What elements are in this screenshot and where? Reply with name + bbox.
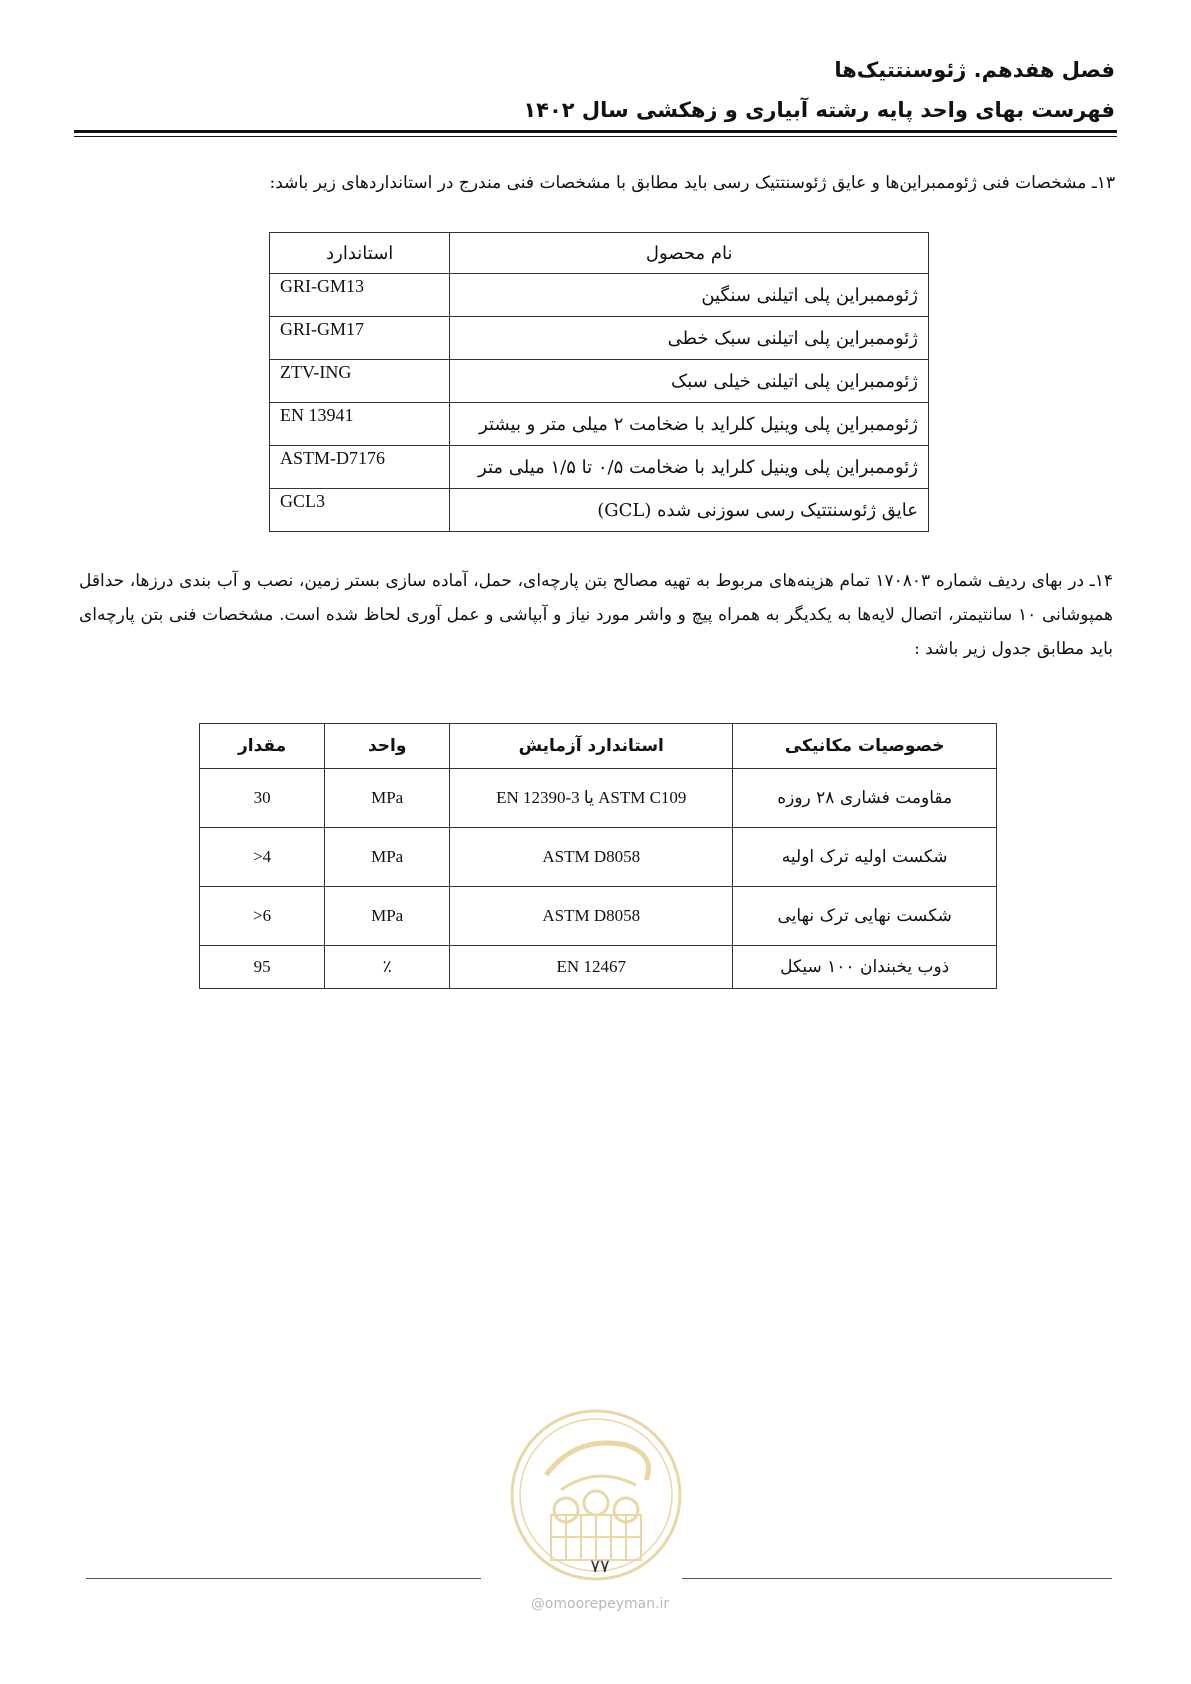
product-name-cell: ژئوممبراین پلی اتیلنی سنگین xyxy=(450,274,929,317)
unit-cell: MPa xyxy=(325,828,450,887)
header-value: مقدار xyxy=(200,724,325,769)
fabric-concrete-specs-table xyxy=(199,723,997,989)
product-name-cell: ژئوممبراین پلی وینیل کلراید با ضخامت ۲ میلی متر و بیشتر xyxy=(450,403,929,446)
test-standard-cell: ASTM D8058 xyxy=(450,887,733,946)
product-name-cell: ژئوممبراین پلی وینیل کلراید با ضخامت ۰/۵ تا ۱/۵ میلی متر xyxy=(450,446,929,489)
table-row xyxy=(200,769,997,828)
header-standard: استاندارد xyxy=(270,233,450,274)
test-standard-text: EN 12390-3 یا ASTM C109 xyxy=(496,788,687,807)
test-standard-cell: ASTM D8058 xyxy=(450,828,733,887)
product-name-cell: ژئوممبراین پلی اتیلنی خیلی سبک xyxy=(450,360,929,403)
paragraph-13: ۱۳ـ مشخصات فنی ژئوممبراین‌ها و عایق ژئوسنتتیک رسی باید مطابق با مشخصات فنی مندرج در استانداردهای زیر باشد: xyxy=(269,173,1115,193)
table-row xyxy=(270,403,929,446)
value-cell: >4 xyxy=(200,828,325,887)
unit-cell: MPa xyxy=(325,769,450,828)
standard-cell: GRI-GM17 xyxy=(270,317,450,360)
property-cell: ذوب یخبندان ۱۰۰ سیکل xyxy=(733,946,997,989)
header-test-standard: استاندارد آزمایش xyxy=(450,724,733,769)
table-row xyxy=(270,446,929,489)
paragraph-14: ۱۴ـ در بهای ردیف شماره ۱۷۰۸۰۳ تمام هزینه‌های مربوط به تهیه مصالح بتن پارچه‌ای، حمل، آماده سازی بستر زمین، نصب و آب بندی درزها، حداقل همپوشانی ۱۰ سانتیمتر، اتصال لایه‌ها به یکدیگر به همراه پیچ و واشر مورد نیاز و آبپاشی و عمل آوری لحاظ شده است. مشخصات فنی بتن پارچه‌ای باید مطابق جدول زیر باشد : xyxy=(79,571,1113,659)
value-cell: >6 xyxy=(200,887,325,946)
product-name-cell: ژئوممبراین پلی اتیلنی سبک خطی xyxy=(450,317,929,360)
test-standard-cell xyxy=(450,769,733,828)
header-product-name: نام محصول xyxy=(450,233,929,274)
table-row xyxy=(270,360,929,403)
website-watermark: @omoorepeyman.ir xyxy=(530,1596,670,1612)
property-cell: مقاومت فشاری ۲۸ روزه xyxy=(733,769,997,828)
footer-rule-right xyxy=(682,1578,1112,1579)
header-mechanical-property: خصوصیات مکانیکی xyxy=(733,724,997,769)
standard-cell: EN 13941 xyxy=(270,403,450,446)
page-number: ۷۷ xyxy=(590,1556,610,1577)
unit-cell: MPa xyxy=(325,887,450,946)
table-row xyxy=(270,274,929,317)
test-standard-cell: EN 12467 xyxy=(450,946,733,989)
value-cell: 95 xyxy=(200,946,325,989)
table-row xyxy=(200,828,997,887)
table-row xyxy=(200,887,997,946)
chapter-title: فصل هفدهم. ژئوسنتتیک‌ها xyxy=(834,58,1115,82)
standard-cell: GCL3 xyxy=(270,489,450,532)
standard-cell: GRI-GM13 xyxy=(270,274,450,317)
property-cell: شکست نهایی ترک نهایی xyxy=(733,887,997,946)
table-row xyxy=(270,317,929,360)
table-header-row xyxy=(200,724,997,769)
table-row xyxy=(270,489,929,532)
header-rule-thin xyxy=(74,136,1117,137)
property-cell: شکست اولیه ترک اولیه xyxy=(733,828,997,887)
geomembrane-standards-table xyxy=(269,232,929,532)
footer-rule-left xyxy=(86,1578,481,1579)
price-list-title: فهرست بهای واحد پایه رشته آبیاری و زهکشی سال ۱۴۰۲ xyxy=(523,98,1115,122)
unit-cell: ٪ xyxy=(325,946,450,989)
standard-cell: ZTV-ING xyxy=(270,360,450,403)
product-name-cell: عایق ژئوسنتتیک رسی سوزنی شده (GCL) xyxy=(450,489,929,532)
table-header-row xyxy=(270,233,929,274)
header-unit: واحد xyxy=(325,724,450,769)
header-rule-thick xyxy=(74,130,1117,133)
value-cell: 30 xyxy=(200,769,325,828)
standard-cell: ASTM-D7176 xyxy=(270,446,450,489)
table-row xyxy=(200,946,997,989)
